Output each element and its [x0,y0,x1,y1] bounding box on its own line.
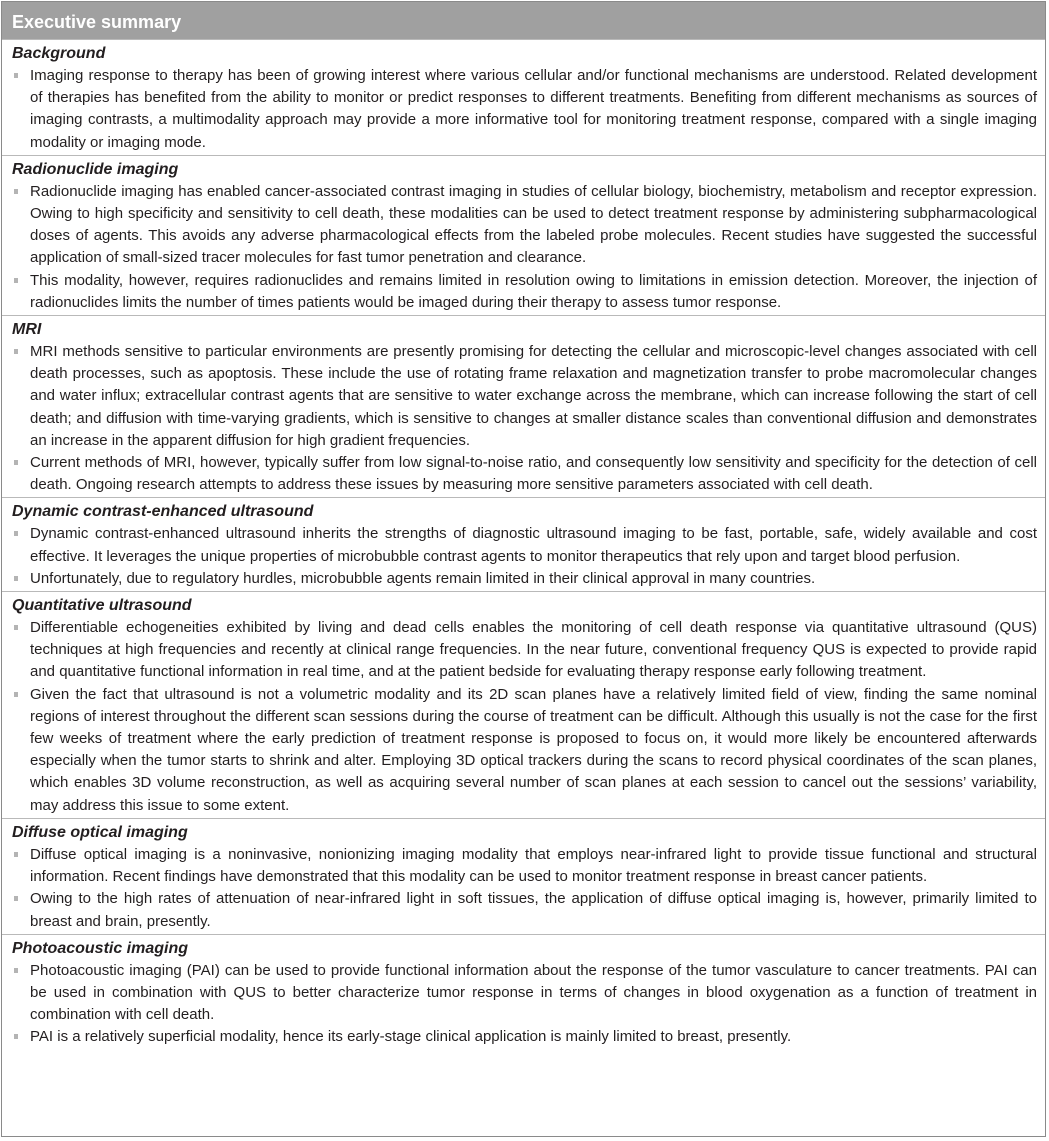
bullet-list [12,341,1037,496]
bullet-item: Dynamic contrast-enhanced ultrasound inherits the strengths of diagnostic ultrasound imaging to be fast, portable, safe, widely available and cost effective. It leverages the unique properties of microbubble contrast agents to monitor therapeutics that rely upon and target blood perfusion. [12,523,1037,567]
section-background [2,39,1045,155]
bullet-item: Imaging response to therapy has been of growing interest where various cellular and/or functional mechanisms are understood. Related development of therapies has benefited from the ability to monitor or predict responses to different treatments. Benefiting from different mechanisms as sources of imaging contrasts, a multimodality approach may provide a more informative tool for monitoring treatment response, compared with a single imaging modality or imaging mode. [12,65,1037,154]
section-heading: Diffuse optical imaging [12,823,188,841]
bullet-list [12,617,1037,817]
box-title: Executive summary [2,2,1045,39]
bullet-item: Given the fact that ultrasound is not a volumetric modality and its 2D scan planes have a relatively limited field of view, finding the same nominal regions of interest throughout the different scan sessions during the course of treatment can be difficult. Although this usually is not the case for the first few weeks of treatment where the early prediction of treatment response is proposed to focus on, it would more likely be encountered afterwards especially when the tumor starts to shrink and alter. Employing 3D optical trackers during the scans to record physical coordinates of the scan planes, which enables 3D volume reconstruction, as well as acquiring several number of scan planes at each session to cancel out the sessions’ variability, may address this issue to some extent. [12,684,1037,817]
section-dynamic-contrast-enhanced-ultrasound [2,497,1045,591]
section-radionuclide-imaging [2,155,1045,315]
section-heading: Photoacoustic imaging [12,939,189,957]
bullet-list [12,960,1037,1049]
bullet-item: MRI methods sensitive to particular environments are presently promising for detecting the cellular and microscopic-level changes associated with cell death processes, such as apoptosis. These include the use of rotating frame relaxation and magnetization transfer to probe macromolecular changes and water influx; extracellular contrast agents that are sensitive to water exchange across the membrane, which can increase following the start of cell death; and diffusion with time-varying gradients, which is sensitive to changes at smaller distance scales than conventional diffusion and demonstrates an increase in the apparent diffusion for high gradient frequencies. [12,341,1037,452]
bullet-item: Differentiable echogeneities exhibited by living and dead cells enables the monitoring of cell death response via quantitative ultrasound (QUS) techniques at high frequencies and recently at clinical range frequencies. In the near future, conventional frequency QUS is expected to provide rapid and quantitative functional information in real time, and at the patient bedside for evaluating therapy response early following treatment. [12,617,1037,684]
section-heading: Radionuclide imaging [12,160,179,178]
section-mri [2,315,1045,497]
section-photoacoustic-imaging [2,934,1045,1050]
bullet-list [12,844,1037,933]
section-heading: MRI [12,321,42,339]
bullet-list [12,65,1037,154]
bullet-item: Owing to the high rates of attenuation of near-infrared light in soft tissues, the application of diffuse optical imaging is, however, primarily limited to breast and brain, presently. [12,888,1037,932]
bullet-item: Current methods of MRI, however, typically suffer from low signal-to-noise ratio, and consequently low sensitivity and specificity for the detection of cell death. Ongoing research attempts to address these issues by measuring more sensitive parameters associated with cell death. [12,452,1037,496]
bullet-item: Diffuse optical imaging is a noninvasive, nonionizing imaging modality that employs near-infrared light to provide tissue functional and structural information. Recent findings have demonstrated that this modality can be used to monitor treatment response in breast cancer patients. [12,844,1037,888]
bullet-item: Photoacoustic imaging (PAI) can be used to provide functional information about the response of the tumor vasculature to cancer treatments. PAI can be used in combination with QUS to better characterize tumor response in terms of changes in blood oxygenation as a function of treatment in combination with cell death. [12,960,1037,1027]
bullet-item: This modality, however, requires radionuclides and remains limited in resolution owing to limitations in emission detection. Moreover, the injection of radionuclides limits the number of times patients would be imaged during their therapy to assess tumor response. [12,270,1037,314]
bullet-item: PAI is a relatively superficial modality, hence its early-stage clinical application is mainly limited to breast, presently. [12,1026,1037,1048]
executive-summary-box [1,1,1046,1137]
bullet-list [12,523,1037,590]
section-diffuse-optical-imaging [2,818,1045,934]
bullet-item: Unfortunately, due to regulatory hurdles, microbubble agents remain limited in their clinical approval in many countries. [12,568,1037,590]
section-quantitative-ultrasound [2,591,1045,818]
section-heading: Quantitative ultrasound [12,597,192,615]
section-heading: Dynamic contrast-enhanced ultrasound [12,503,314,521]
section-heading: Background [12,45,106,62]
bullet-item: Radionuclide imaging has enabled cancer-associated contrast imaging in studies of cellular biology, biochemistry, metabolism and receptor expression. Owing to high specificity and sensitivity to cell death, these modalities can be used to detect treatment response by administering subpharmacological doses of agents. This avoids any adverse pharmacological effects from the labeled probe molecules. Recent studies have suggested the successful application of small-sized tracer molecules for fast tumor penetration and clearance. [12,181,1037,270]
bullet-list [12,181,1037,314]
